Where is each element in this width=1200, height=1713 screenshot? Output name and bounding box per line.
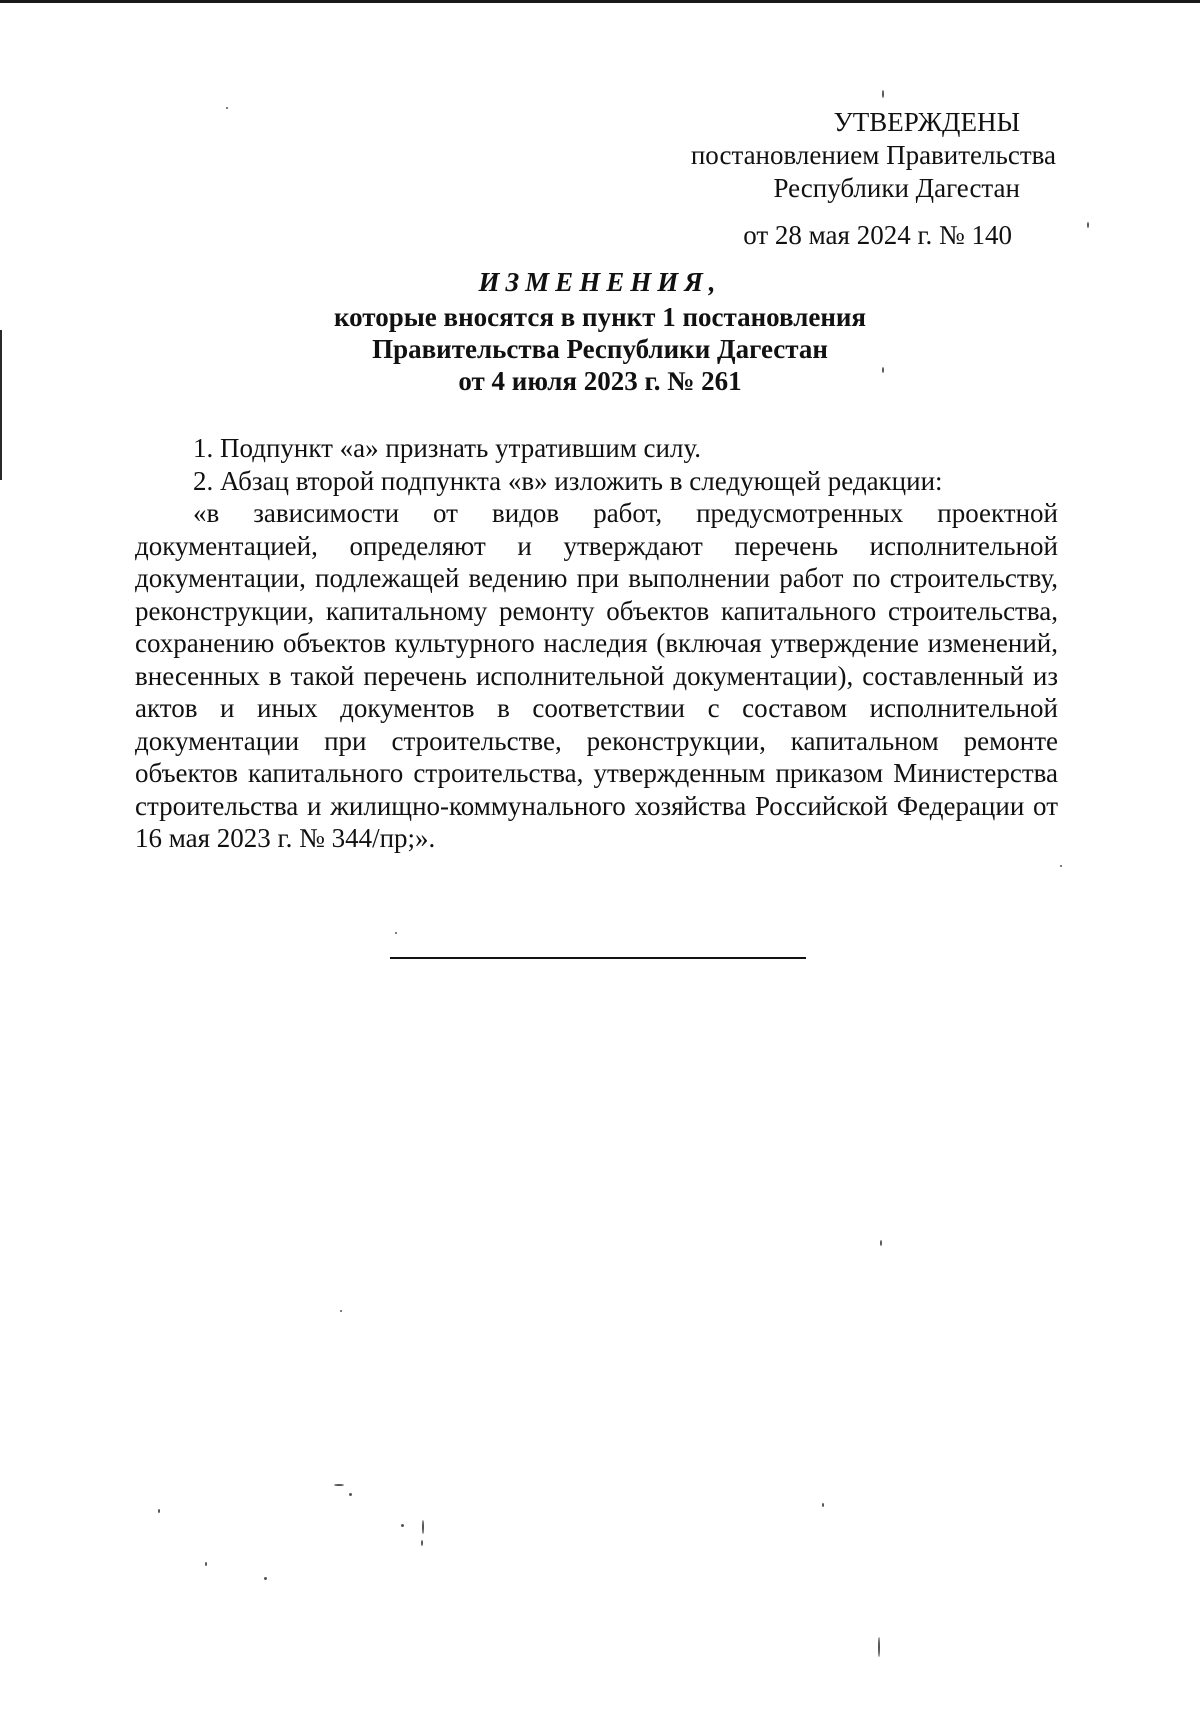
document-heading — [0, 266, 1200, 397]
approval-status: УТВЕРЖДЕНЫ — [833, 107, 1020, 137]
end-rule — [390, 957, 806, 959]
document-title: ИЗМЕНЕНИЯ, — [478, 267, 722, 297]
scan-speck — [422, 1520, 424, 1534]
scan-speck — [882, 367, 884, 373]
heading-line-2: которые вносятся в пункт 1 постановления — [333, 302, 867, 332]
scan-speck — [349, 1493, 352, 1496]
scan-speck — [421, 1540, 423, 1546]
body-item-1: 1. Подпункт «а» признать утратившим силу. — [193, 433, 702, 463]
scan-speck — [880, 1240, 882, 1246]
scan-speck — [340, 1310, 342, 1312]
scan-speck — [882, 90, 884, 98]
approval-block — [536, 106, 1056, 252]
heading-line-4: от 4 июля 2023 г. № 261 — [458, 366, 742, 396]
scan-speck — [334, 1484, 344, 1486]
scan-speck — [158, 1509, 160, 1513]
body-item-2: 2. Абзац второй подпункта «в» изложить в следующей редакции: — [193, 465, 943, 496]
heading-line-3: Правительства Республики Дагестан — [372, 334, 828, 364]
approval-region: Республики Дагестан — [773, 173, 1020, 203]
scan-speck — [264, 1577, 267, 1580]
document-body — [135, 432, 1058, 855]
scan-speck — [822, 1503, 824, 1507]
scan-speck — [1087, 222, 1089, 228]
scan-speck — [1060, 865, 1062, 867]
approval-authority: постановлением Правительства — [690, 140, 1056, 170]
scan-speck — [401, 1524, 404, 1527]
body-quoted-paragraph: «в зависимости от видов работ, предусмотренных проектной документацией, определяют и утверждают перечень исполнительной документации, подлежащей ведению при выполнении работ по строительству, реконструкции, капитальному ремонту объектов капитального строительства, сохранению объектов культурного наследия (включая утверждение изменений, внесенных в такой перечень исполнительной документации), составленный из актов и иных документов в соответствии с составом исполнительной документации при строительстве, реконструкции, капитальном ремонте объектов капитального строительства, утвержденным приказом Министерства строительства и жилищно-коммунального хозяйства Российской Федерации от 16 мая 2023 г. № 344/пр;». — [135, 498, 1058, 853]
approval-date-number: от 28 мая 2024 г. № 140 — [743, 220, 1012, 250]
scan-speck — [395, 932, 397, 934]
scan-edge-top — [0, 0, 1200, 3]
scan-speck — [205, 1562, 207, 1566]
scan-speck — [878, 1637, 880, 1657]
scan-speck — [226, 107, 228, 109]
